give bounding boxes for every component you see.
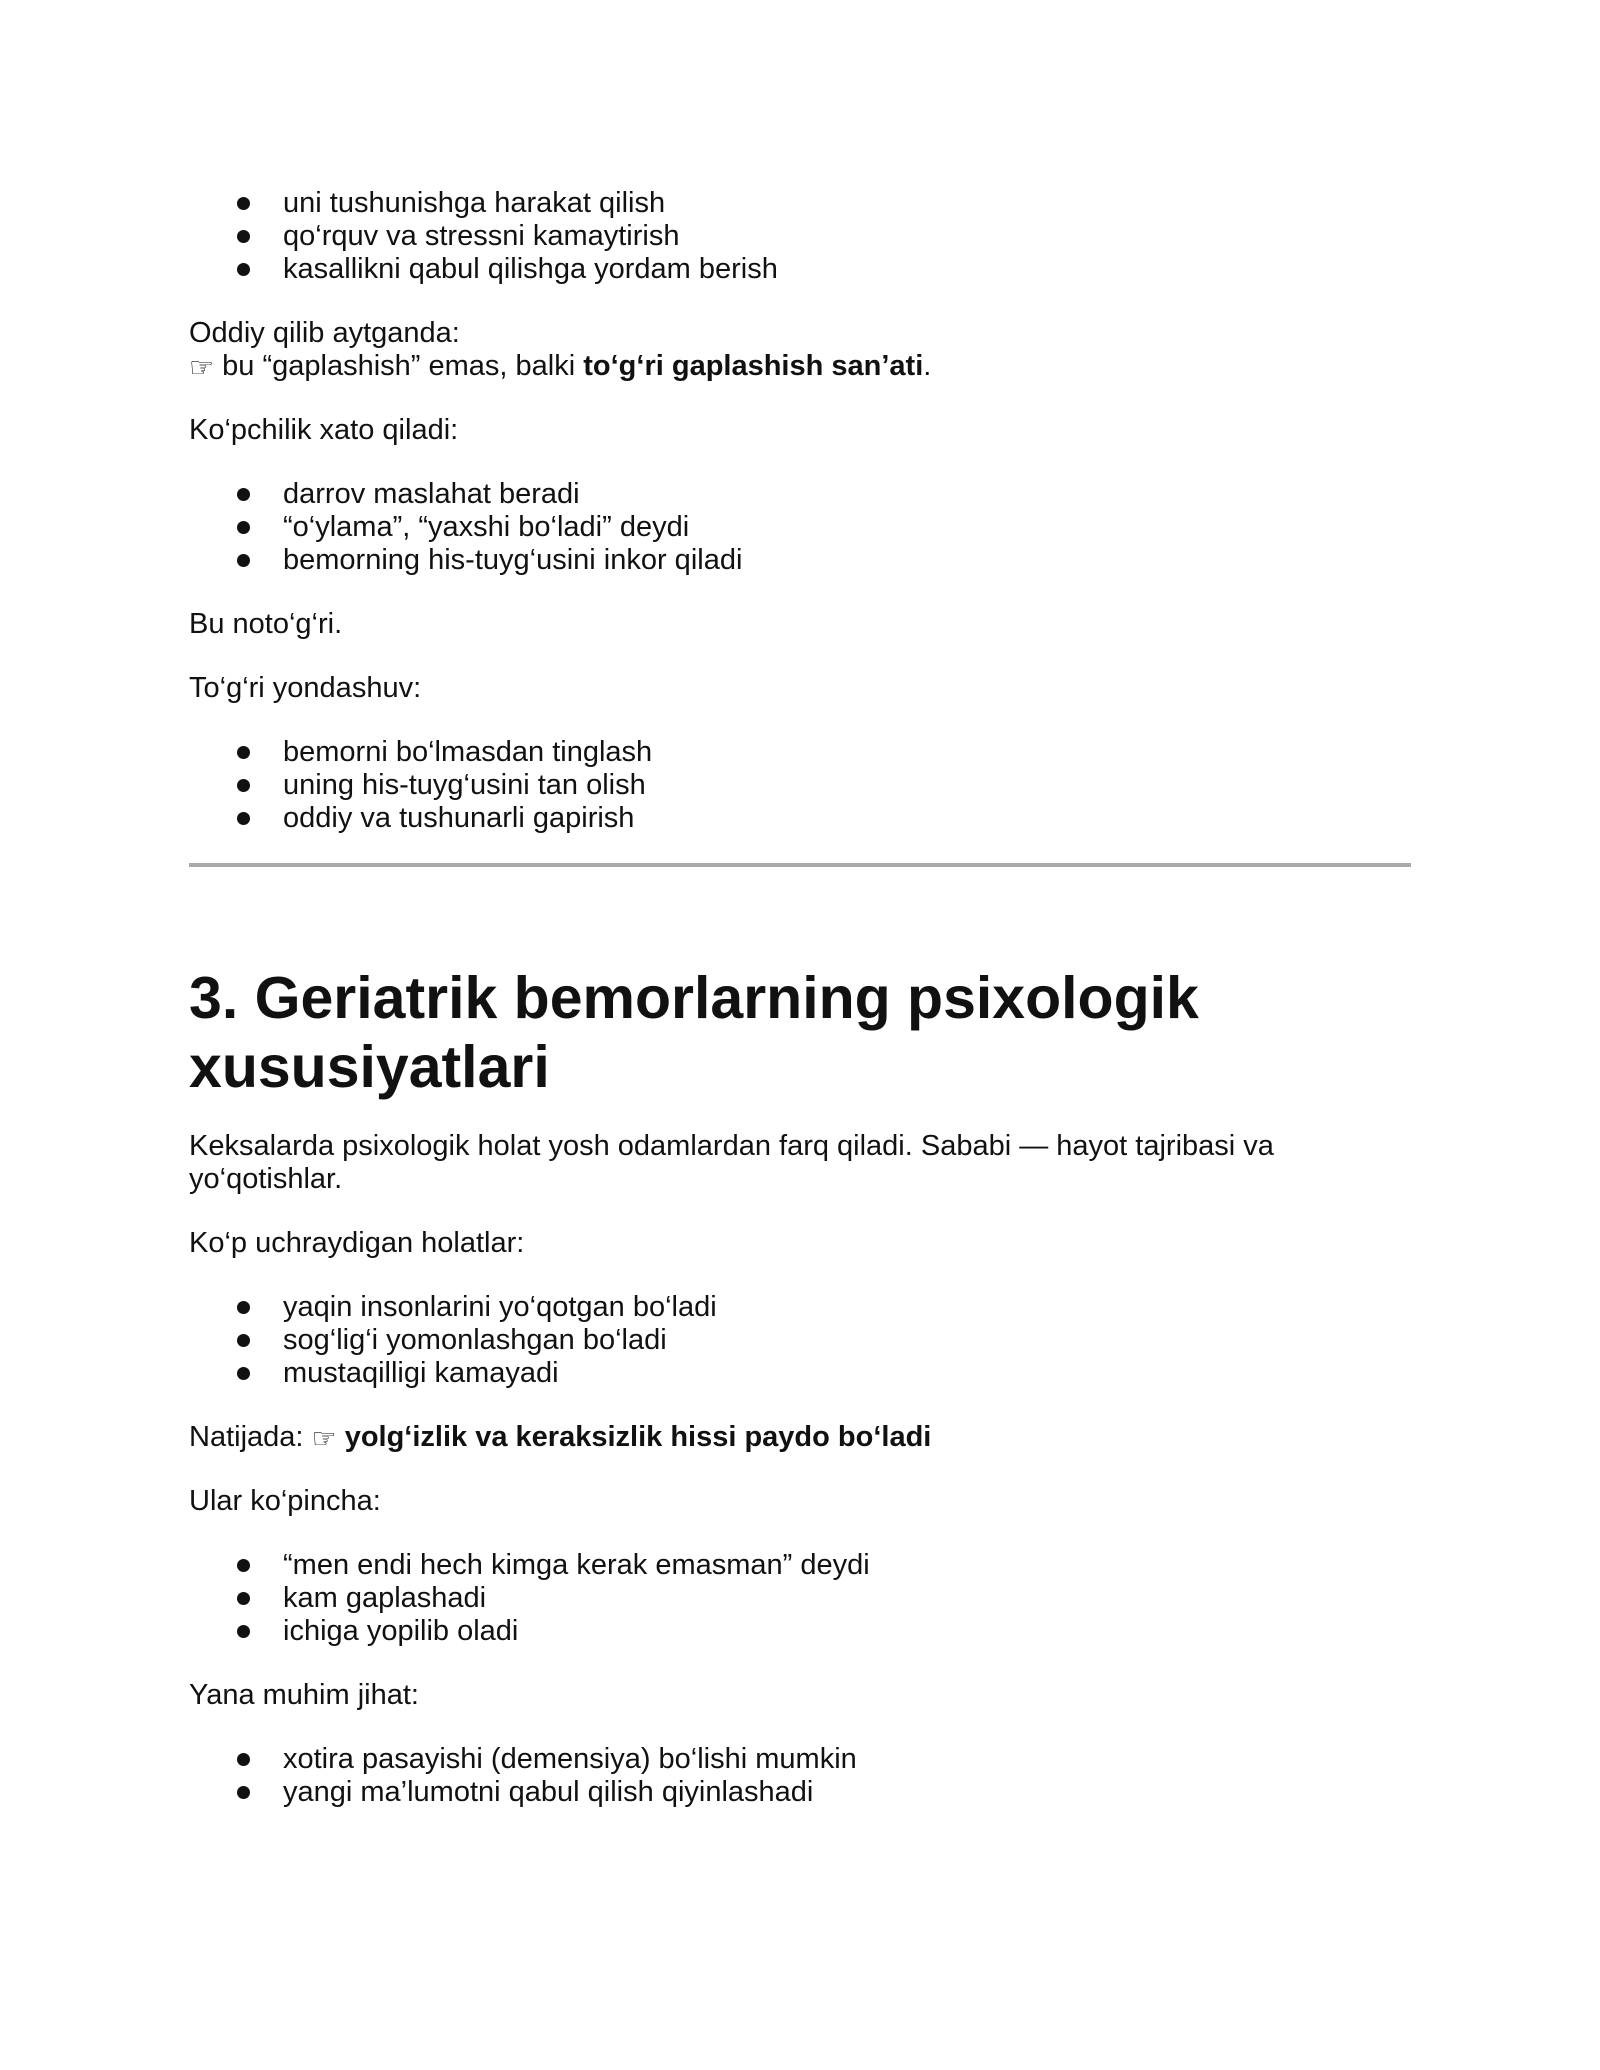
bullet-list-mistakes <box>189 478 1411 577</box>
wrong-statement: Bu noto‘g‘ri. <box>189 608 343 640</box>
bullet-icon <box>237 554 250 567</box>
bullet-icon <box>237 230 250 243</box>
bullet-icon <box>237 1367 250 1380</box>
pointing-hand-icon: ☞ <box>311 1422 337 1455</box>
bullet-icon <box>237 263 250 276</box>
list-item: bemorni bo‘lmasdan tinglash <box>189 736 1411 769</box>
section-heading: 3. Geriatrik bemorlarning psixologik xususiyatlari <box>189 965 1199 1100</box>
summary-bold: to‘g‘ri gaplashish san’ati <box>583 350 924 382</box>
list-item: darrov maslahat beradi <box>189 478 1411 511</box>
list-item: yaqin insonlarini yo‘qotgan bo‘ladi <box>189 1291 1411 1324</box>
list-item: “o‘ylama”, “yaxshi bo‘ladi” deydi <box>189 511 1411 544</box>
list-item: yangi ma’lumotni qabul qilish qiyinlashadi <box>189 1776 1411 1809</box>
bullet-icon <box>237 1592 250 1605</box>
bullet-list-often <box>189 1549 1411 1648</box>
result-bold: yolg‘izlik va keraksizlik hissi paydo bo‘ladi <box>344 1421 932 1453</box>
common-intro: Ko‘p uchraydigan holatlar: <box>189 1227 525 1259</box>
bullet-icon <box>237 1753 250 1766</box>
bullet-icon <box>237 746 250 759</box>
list-item: “men endi hech kimga kerak emasman” deydi <box>189 1549 1411 1582</box>
approach-intro: To‘g‘ri yondashuv: <box>189 672 422 704</box>
bullet-icon <box>237 197 250 210</box>
important-intro: Yana muhim jihat: <box>189 1679 419 1711</box>
mistakes-intro: Ko‘pchilik xato qiladi: <box>189 414 459 446</box>
list-item: kam gaplashadi <box>189 1582 1411 1615</box>
often-intro: Ular ko‘pincha: <box>189 1485 381 1517</box>
bullet-list-important <box>189 1743 1411 1809</box>
bullet-list-goals <box>189 187 1411 286</box>
bullet-icon <box>237 1559 250 1572</box>
summary-intro: Oddiy qilib aytganda: <box>189 317 460 349</box>
section-intro: Keksalarda psixologik holat yosh odamlardan farq qiladi. Sababi — hayot tajribasi va yo‘qotishlar. <box>189 1130 1274 1195</box>
bullet-icon <box>237 812 250 825</box>
horizontal-divider <box>189 863 1411 867</box>
bullet-list-common <box>189 1291 1411 1390</box>
list-item: mustaqilligi kamayadi <box>189 1357 1411 1390</box>
bullet-icon <box>237 1334 250 1347</box>
list-item: oddiy va tushunarli gapirish <box>189 802 1411 835</box>
list-item: ichiga yopilib oladi <box>189 1615 1411 1648</box>
list-item: sog‘lig‘i yomonlashgan bo‘ladi <box>189 1324 1411 1357</box>
bullet-list-approach <box>189 736 1411 835</box>
bullet-icon <box>237 779 250 792</box>
list-item: qo‘rquv va stressni kamaytirish <box>189 220 1411 253</box>
list-item: kasallikni qabul qilishga yordam berish <box>189 253 1411 286</box>
list-item: xotira pasayishi (demensiya) bo‘lishi mumkin <box>189 1743 1411 1776</box>
document-page <box>189 187 1411 1809</box>
list-item: uni tushunishga harakat qilish <box>189 187 1411 220</box>
list-item: bemorning his-tuyg‘usini inkor qiladi <box>189 544 1411 577</box>
summary-line: ☞ bu “gaplashish” emas, balki to‘g‘ri gaplashish san’ati. <box>189 350 932 384</box>
list-item: uning his-tuyg‘usini tan olish <box>189 769 1411 802</box>
bullet-icon <box>237 1301 250 1314</box>
bullet-icon <box>237 1786 250 1799</box>
result-line: Natijada: ☞ yolg‘izlik va keraksizlik hissi paydo bo‘ladi <box>189 1421 932 1455</box>
bullet-icon <box>237 488 250 501</box>
bullet-icon <box>237 521 250 534</box>
bullet-icon <box>237 1625 250 1638</box>
pointing-hand-icon: ☞ <box>189 351 215 384</box>
